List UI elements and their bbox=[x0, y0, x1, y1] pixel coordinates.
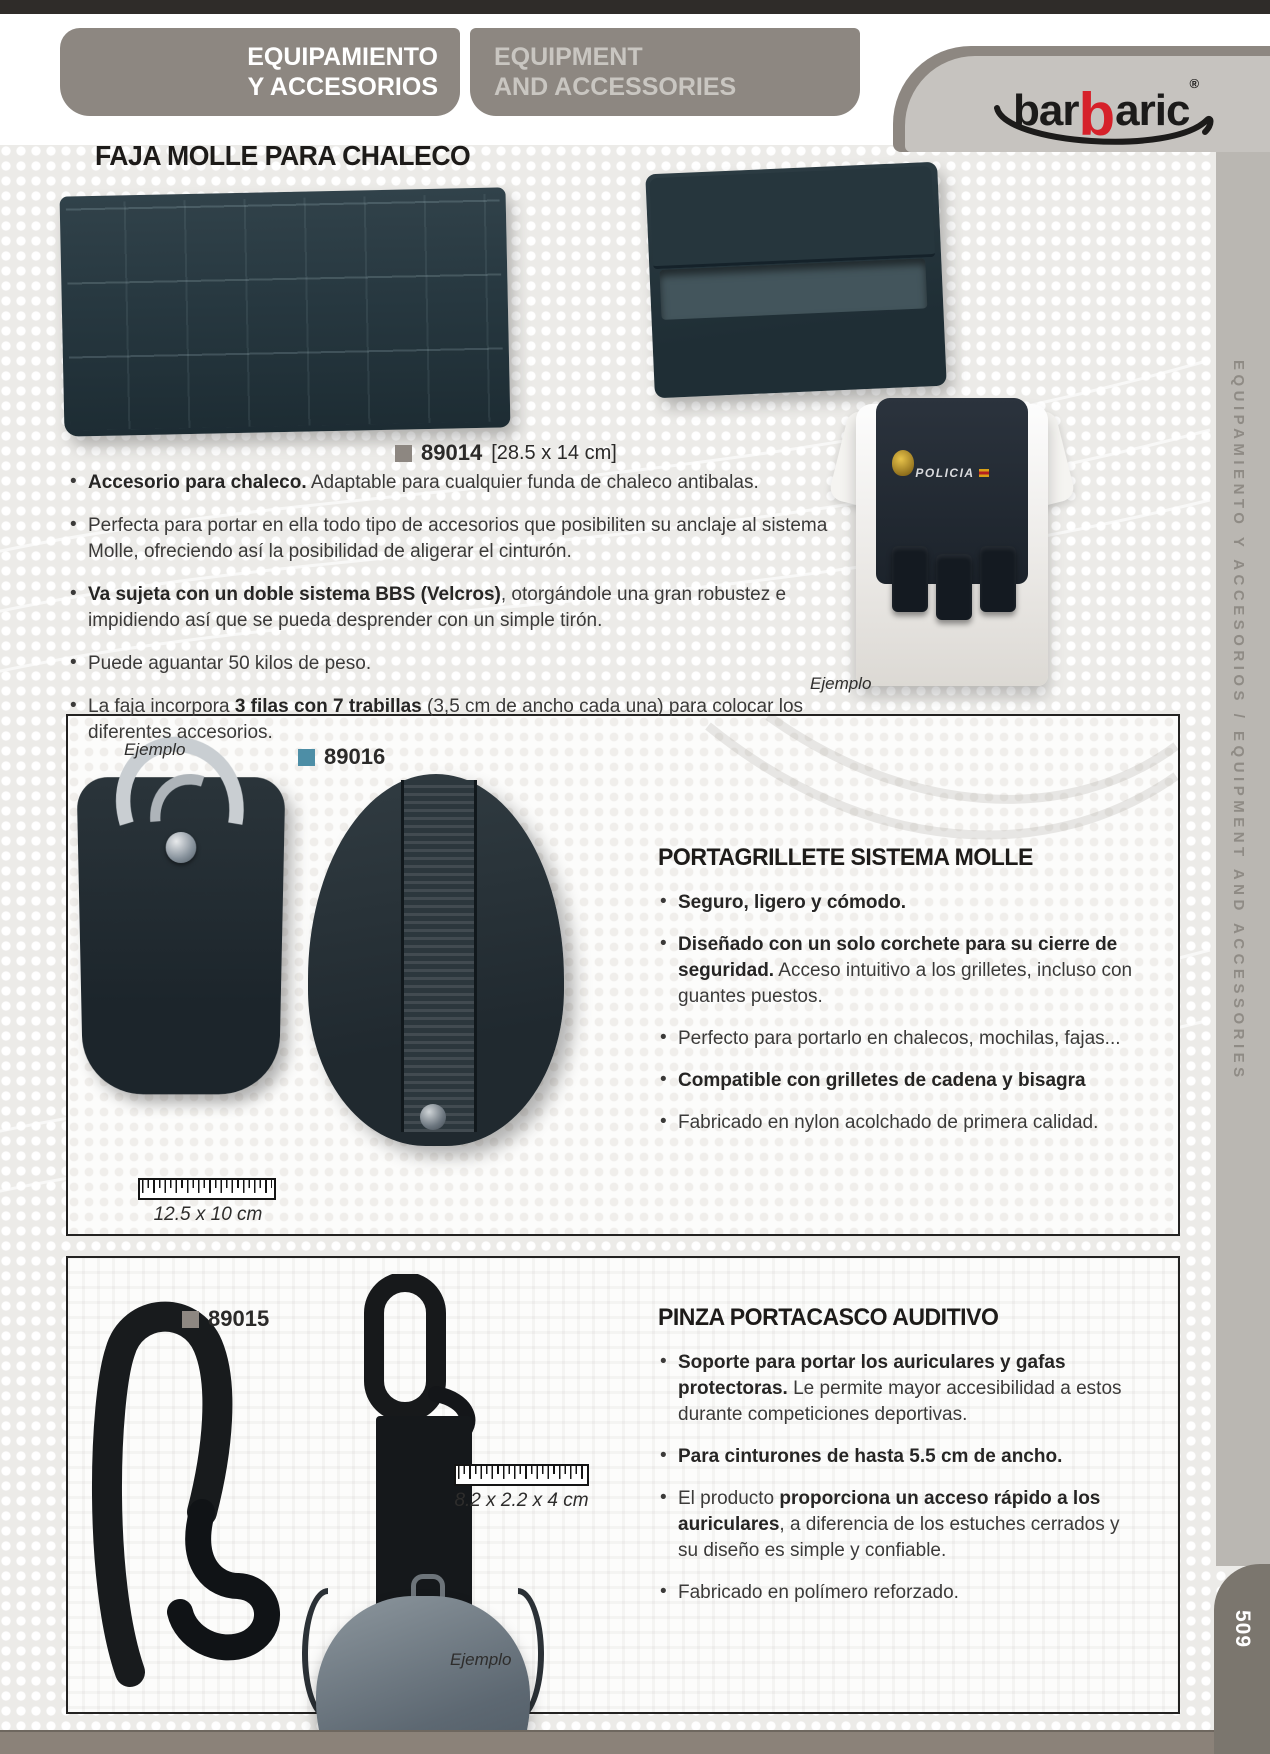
example-label-vest: Ejemplo bbox=[810, 674, 872, 693]
portagrillete-text-column bbox=[658, 844, 1138, 1136]
tab-en-line2: AND ACCESSORIES bbox=[494, 73, 737, 101]
bullet-text: Puede aguantar 50 kilos de peso. bbox=[88, 653, 372, 674]
vest-pouch bbox=[892, 546, 928, 612]
portagrillete-box bbox=[66, 714, 1180, 1236]
bullet-item bbox=[68, 694, 843, 746]
registered-mark-icon: ® bbox=[1189, 76, 1200, 91]
pinza-text-column bbox=[658, 1304, 1138, 1606]
bullet-text: Perfecta para portar en ella todo tipo de accesorios que posibiliten su anclaje al sistema Molle, ofreciendo así la posibilidad de aligerar el cinturón. bbox=[88, 515, 828, 562]
tab-es-line2: Y ACCESORIOS bbox=[247, 73, 438, 101]
snap-button-icon bbox=[166, 832, 197, 863]
product-code-row-89015 bbox=[182, 1306, 269, 1332]
dimensions-label: 8.2 x 2.2 x 4 cm bbox=[454, 1490, 589, 1511]
brand-text-post: aric bbox=[1115, 86, 1190, 135]
vest-pouch bbox=[936, 554, 972, 620]
bullet-text: Para cinturones de hasta 5.5 cm de ancho. bbox=[678, 1446, 1063, 1467]
tab-en-line1: EQUIPMENT bbox=[494, 43, 643, 71]
bottom-band bbox=[0, 1730, 1270, 1754]
brand-text-b: b bbox=[1078, 81, 1116, 148]
bullet-item bbox=[68, 651, 843, 677]
bullet-item bbox=[658, 1580, 1138, 1606]
bullet-text: Fabricado en nylon acolchado de primera calidad. bbox=[678, 1112, 1099, 1133]
section-title-portagrillete: PORTAGRILLETE SISTEMA MOLLE bbox=[658, 844, 1033, 871]
molle-panel-opening bbox=[659, 258, 927, 320]
bullet-text: Perfecto para portarlo en chalecos, mochilas, fajas... bbox=[678, 1028, 1121, 1049]
brand-text-pre: bar bbox=[1013, 86, 1079, 135]
brand-logo-area bbox=[893, 46, 1270, 152]
code-square-icon bbox=[395, 445, 412, 462]
bullet-item bbox=[658, 1350, 1138, 1428]
bullet-item bbox=[658, 1110, 1138, 1136]
bullet-text: Diseñado con un solo corchete para su cierre de seguridad. Acceso intuitivo a los grilletes, incluso con guantes puestos. bbox=[678, 934, 1133, 1007]
ruler-icon bbox=[454, 1464, 589, 1486]
handcuff-pouch-front-photo bbox=[77, 777, 286, 1094]
snap-button-icon bbox=[420, 1104, 446, 1130]
vest-label: POLICIA bbox=[915, 466, 975, 480]
bullet-item bbox=[658, 1068, 1138, 1094]
bullet-item bbox=[68, 470, 843, 496]
bullet-item bbox=[658, 1486, 1138, 1564]
logo-swoosh-icon bbox=[991, 104, 1221, 156]
bullet-item bbox=[658, 1444, 1138, 1470]
bullet-text: Soporte para portar los auriculares y gafas protectoras. Le permite mayor accesibilidad a estos durante competiciones deportivas. bbox=[678, 1352, 1122, 1425]
tab-es-line1: EQUIPAMIENTO bbox=[247, 43, 438, 71]
molle-panel-flap bbox=[649, 166, 935, 269]
sidebar-strip bbox=[1216, 150, 1270, 1566]
sidebar-vertical-text: EQUIPAMIENTO Y ACCESORIOS / EQUIPMENT AND ACCESSORIES bbox=[1230, 360, 1247, 1082]
bullet-text: Fabricado en polímero reforzado. bbox=[678, 1582, 959, 1603]
molle-strap bbox=[401, 780, 477, 1132]
flag-icon bbox=[979, 469, 989, 477]
belt-clip-photo bbox=[68, 1280, 288, 1700]
product-size: [28.5 x 14 cm] bbox=[491, 441, 617, 464]
example-label: Ejemplo bbox=[124, 740, 186, 759]
ruler-icon bbox=[138, 1178, 276, 1200]
section-title-pinza: PINZA PORTACASCO AUDITIVO bbox=[658, 1304, 999, 1331]
page-number: 509 bbox=[1231, 1610, 1254, 1649]
vest-pouch bbox=[980, 546, 1016, 612]
bullet-text: Compatible con grilletes de cadena y bisagra bbox=[678, 1070, 1086, 1091]
pinza-box bbox=[66, 1256, 1180, 1714]
molle-panel-photo bbox=[60, 187, 511, 436]
page-corner bbox=[1214, 1564, 1270, 1754]
product-code: 89014 bbox=[421, 440, 483, 465]
product-code: 89015 bbox=[208, 1306, 270, 1331]
example-label: Ejemplo bbox=[450, 1650, 512, 1669]
molle-panel-stitching bbox=[66, 193, 505, 430]
bullet-text: La faja incorpora 3 filas con 7 trabillas (3,5 cm de ancho cada una) para colocar los diferentes accesorios. bbox=[88, 696, 804, 743]
brand-logo-panel bbox=[905, 56, 1270, 152]
bullet-item bbox=[68, 513, 843, 565]
top-black-bar bbox=[0, 0, 1270, 14]
product-code: 89016 bbox=[324, 744, 386, 769]
bullet-item bbox=[658, 1026, 1138, 1052]
bullet-text: Va sujeta con un doble sistema BBS (Velcros), otorgándole una gran robustez e impidiendo así que se pueda desprender con un simple tirón. bbox=[88, 584, 787, 631]
bullet-item bbox=[658, 890, 1138, 916]
code-square-icon bbox=[298, 749, 315, 766]
bullet-text: Seguro, ligero y cómodo. bbox=[678, 892, 907, 913]
faja-bullet-list bbox=[68, 470, 843, 746]
dimensions-label: 12.5 x 10 cm bbox=[153, 1204, 263, 1225]
molle-panel-folded-photo bbox=[645, 162, 946, 399]
section-title-faja: FAJA MOLLE PARA CHALECO bbox=[95, 140, 471, 171]
tab-equipamiento-accesorios bbox=[60, 28, 460, 116]
bullet-item bbox=[68, 582, 843, 634]
product-code-row-89014 bbox=[395, 440, 617, 466]
code-square-icon bbox=[182, 1311, 199, 1328]
tab-equipment-accessories bbox=[470, 28, 860, 116]
police-vest bbox=[876, 398, 1028, 584]
bullet-text: El producto proporciona un acceso rápido a los auriculares, a diferencia de los estuches cerrados y su diseño es simple y confiable. bbox=[678, 1488, 1120, 1561]
bullet-text: Accesorio para chaleco. Adaptable para cualquier funda de chaleco antibalas. bbox=[88, 472, 759, 493]
product-code-row-89016 bbox=[298, 744, 385, 770]
vest-example-photo bbox=[842, 396, 1062, 692]
bullet-item bbox=[658, 932, 1138, 1010]
